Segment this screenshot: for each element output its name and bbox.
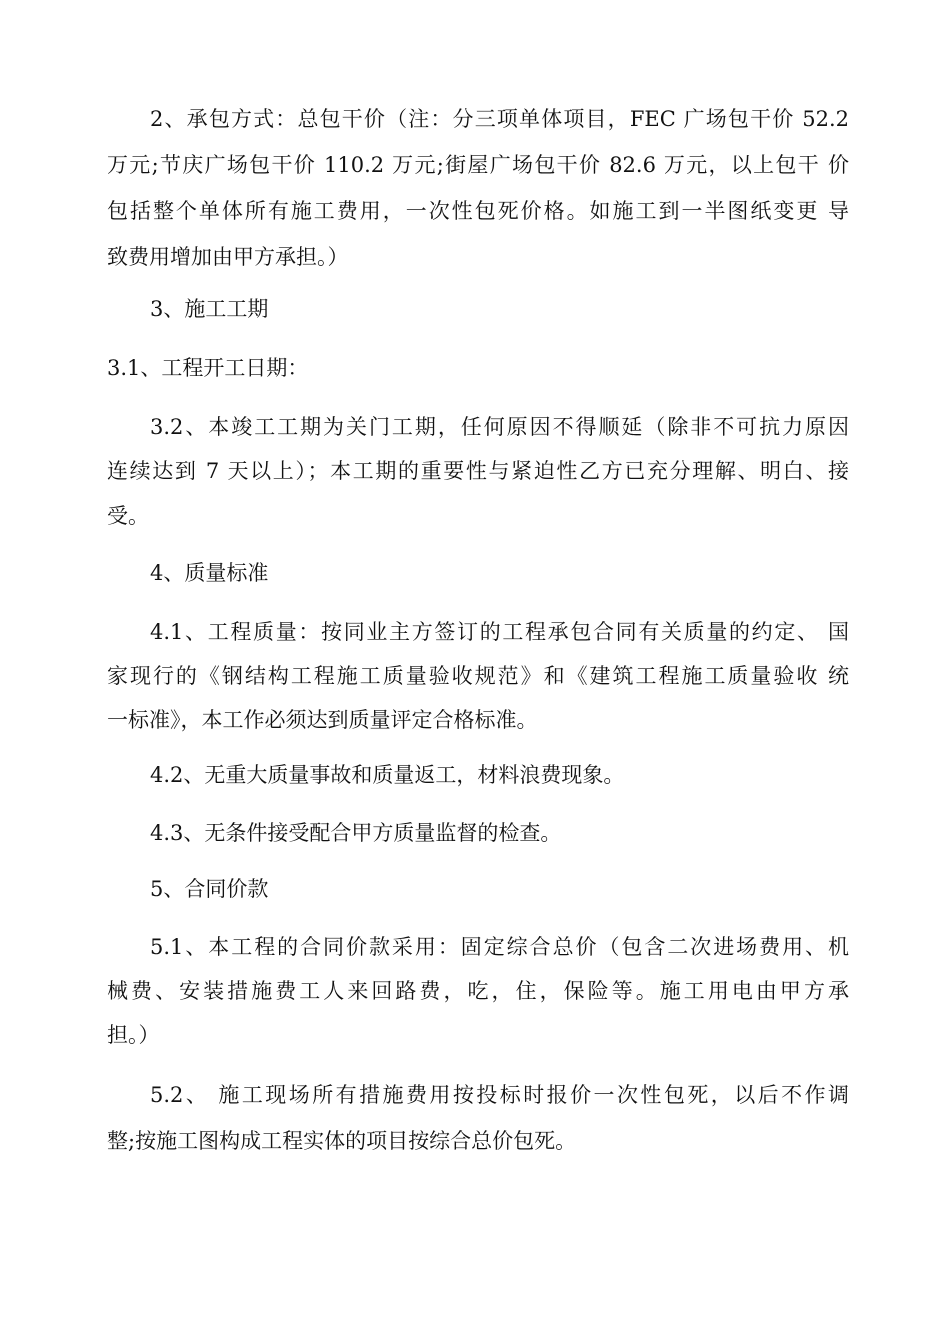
para-4-2: 4.2、无重大质量事故和质量返工，材料浪费现象。 — [150, 763, 625, 787]
para-5-2-line-1: 5.2、 施工现场所有措施费用按投标时报价一次性包死，以后不作调 — [150, 1083, 849, 1107]
section-4-heading: 4、质量标准 — [150, 561, 269, 585]
section-5-heading: 5、合同价款 — [150, 877, 269, 901]
para-5-2-line-2: 整;按施工图构成工程实体的项目按综合总价包死。 — [107, 1129, 577, 1153]
section-3-heading: 3、施工工期 — [150, 297, 269, 321]
para-2-line-1: 2、承包方式：总包干价（注：分三项单体项目，FEC 广场包干价 52.2 — [150, 107, 849, 131]
para-2-line-3: 包括整个单体所有施工费用，一次性包死价格。如施工到一半图纸变更 导 — [107, 199, 849, 223]
para-2-line-4: 致费用增加由甲方承担。） — [107, 245, 349, 269]
para-5-1-line-2: 械费、安装措施费工人来回路费，吃，住，保险等。施工用电由甲方承 — [107, 979, 849, 1003]
para-3-1: 3.1、工程开工日期： — [107, 356, 309, 380]
para-3-2-line-2: 连续达到 7 天以上）；本工期的重要性与紧迫性乙方已充分理解、明白、接 — [107, 459, 849, 483]
para-4-3: 4.3、无条件接受配合甲方质量监督的检查。 — [150, 821, 562, 845]
para-5-1-line-1: 5.1、本工程的合同价款采用：固定综合总价（包含二次进场费用、机 — [150, 935, 849, 959]
para-3-2-line-1: 3.2、本竣工工期为关门工期，任何原因不得顺延（除非不可抗力原因 — [150, 415, 849, 439]
para-4-1-line-1: 4.1、工程质量：按同业主方签订的工程承包合同有关质量的约定、 国 — [150, 620, 849, 644]
para-5-1-line-3: 担。） — [107, 1023, 160, 1047]
para-4-1-line-3: 一标准》，本工作必须达到质量评定合格标准。 — [107, 708, 538, 732]
para-4-1-line-2: 家现行的《钢结构工程施工质量验收规范》和《建筑工程施工质量验收 统 — [107, 664, 849, 688]
para-2-line-2: 万元;节庆广场包干价 110.2 万元;街屋广场包干价 82.6 万元，以上包干 价 — [107, 153, 849, 177]
para-3-2-line-3: 受。 — [107, 504, 149, 528]
